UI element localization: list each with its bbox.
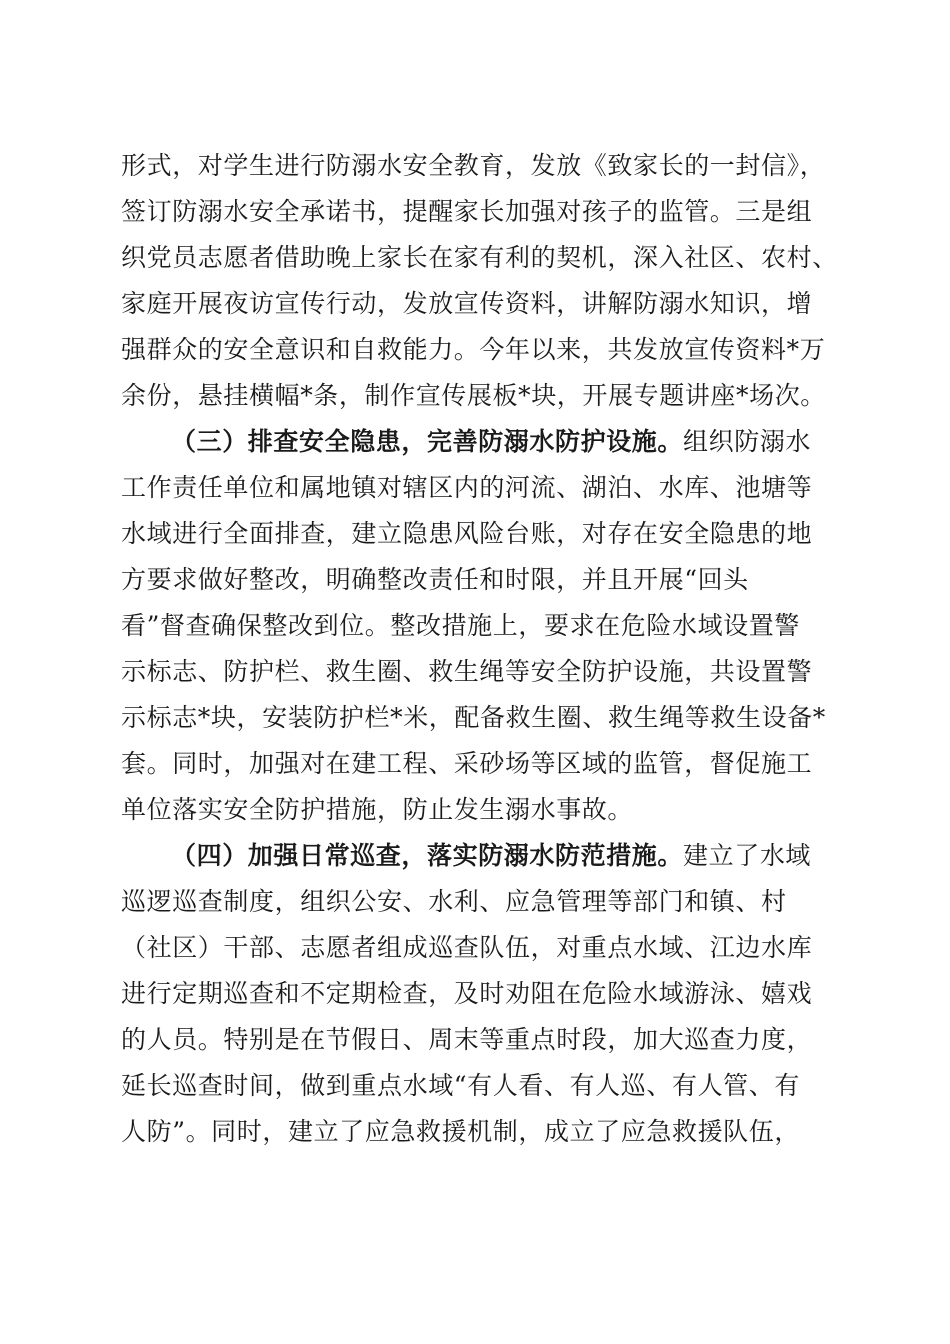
text-line: 方要求做好整改，明确整改责任和时限，并且开展“回头 <box>121 565 749 594</box>
text-line: 强群众的安全意识和自救能力。今年以来，共发放宣传资料*万 <box>121 335 826 364</box>
text-line: 形式，对学生进行防溺水安全教育，发放《致家长的一封信》， <box>121 151 826 180</box>
text-line: 单位落实安全防护措施，防止发生溺水事故。 <box>121 795 634 824</box>
text-line: 示标志*块，安装防护栏*米，配备救生圈、救生绳等救生设备* <box>121 703 826 732</box>
text-line: 示标志、防护栏、救生圈、救生绳等安全防护设施，共设置警 <box>121 657 813 686</box>
text-line: 水域进行全面排查，建立隐患风险台账，对存在安全隐患的地 <box>121 519 813 548</box>
section-4-first-line <box>171 838 811 874</box>
section-3-first-line <box>171 424 811 460</box>
text-line: 家庭开展夜访宣传行动，发放宣传资料，讲解防溺水知识，增 <box>121 289 813 318</box>
text-line: 工作责任单位和属地镇对辖区内的河流、湖泊、水库、池塘等 <box>121 473 813 502</box>
text-line: 余份，悬挂横幅*条，制作宣传展板*块，开展专题讲座*场次。 <box>121 381 826 410</box>
section-4-heading: （四）加强日常巡查，落实防溺水防范措施。 <box>171 841 684 870</box>
text-line: 延长巡查时间，做到重点水域“有人看、有人巡、有人管、有 <box>121 1071 800 1100</box>
section-3-first-line-text: 组织防溺水 <box>683 427 812 456</box>
section-4-first-line-text: 建立了水域 <box>683 841 812 870</box>
text-line: 进行定期巡查和不定期检查，及时劝阻在危险水域游泳、嬉戏 <box>121 979 813 1008</box>
section-3-heading: （三）排查安全隐患，完善防溺水防护设施。 <box>171 427 684 456</box>
text-line: 看”督查确保整改到位。整改措施上，要求在危险水域设置警 <box>121 611 800 640</box>
text-line: 签订防溺水安全承诺书，提醒家长加强对孩子的监管。三是组 <box>121 197 813 226</box>
text-line: 的人员。特别是在节假日、周末等重点时段，加大巡查力度， <box>121 1025 813 1054</box>
text-line: 套。同时，加强对在建工程、采砂场等区域的监管，督促施工 <box>121 749 813 778</box>
text-line: 织党员志愿者借助晚上家长在家有利的契机，深入社区、农村、 <box>121 243 838 272</box>
text-line: 人防”。同时，建立了应急救援机制，成立了应急救援队伍， <box>121 1117 800 1146</box>
text-line: 巡逻巡查制度，组织公安、水利、应急管理等部门和镇、村 <box>121 887 787 916</box>
text-line: （社区）干部、志愿者组成巡查队伍，对重点水域、江边水库 <box>121 933 813 962</box>
